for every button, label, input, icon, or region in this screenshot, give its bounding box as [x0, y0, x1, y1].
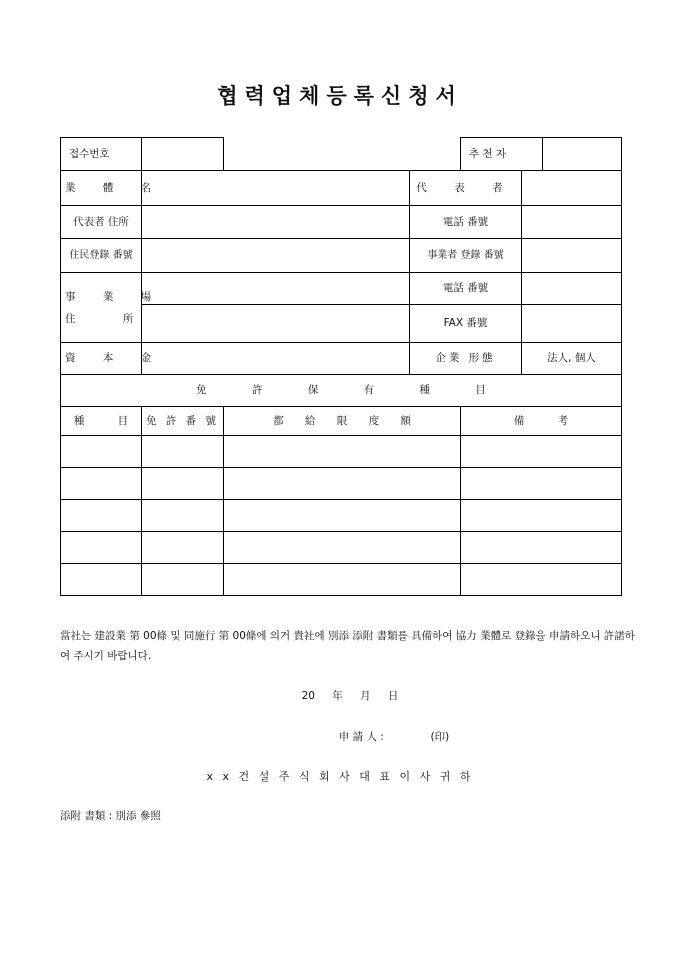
license-header-type: 種 目 [61, 407, 142, 436]
receipt-no-field[interactable] [142, 138, 224, 171]
document-title: 협력업체등록신청서 [217, 83, 463, 108]
license-type-cell[interactable] [61, 532, 142, 564]
row-company-name [61, 171, 622, 206]
workplace-address-field-2[interactable] [142, 305, 410, 343]
license-limit-cell[interactable] [224, 532, 461, 564]
row-workplace-1 [61, 273, 622, 305]
phone-field[interactable] [522, 206, 622, 239]
addressee-line: x x 건 설 주 식 회 사 대 표 이 사 귀 하 [206, 770, 474, 783]
resident-reg-field[interactable] [142, 239, 410, 273]
receipt-no-label: 접수번호 [61, 138, 142, 171]
workplace-address-field[interactable] [142, 273, 410, 305]
workplace-label [61, 273, 164, 343]
license-header-limit: 都 給 限 度 額 [224, 407, 461, 436]
license-remarks-cell[interactable] [461, 436, 622, 468]
license-number-cell[interactable] [142, 532, 224, 564]
rep-address-field[interactable] [142, 206, 410, 239]
license-limit-cell[interactable] [224, 436, 461, 468]
workplace-label-line-1: 事 業 場 [65, 290, 164, 303]
table-row [61, 564, 622, 596]
license-type-cell[interactable] [61, 468, 142, 500]
license-number-cell[interactable] [142, 500, 224, 532]
license-limit-cell[interactable] [224, 564, 461, 596]
blank-area [224, 138, 461, 171]
rep-address-label: 代表者 住所 [61, 206, 142, 239]
license-type-cell[interactable] [61, 436, 142, 468]
representative-field[interactable] [522, 171, 622, 206]
license-header-number: 免 許 番 號 [142, 407, 224, 436]
license-number-cell[interactable] [142, 564, 224, 596]
license-header-row [61, 407, 622, 436]
license-remarks-cell[interactable] [461, 500, 622, 532]
license-remarks-cell[interactable] [461, 532, 622, 564]
recommender-label: 추 천 자 [461, 138, 543, 171]
row-capital [61, 343, 622, 375]
capital-field[interactable] [142, 343, 410, 375]
applicant-line [0, 729, 680, 744]
row-rep-address [61, 206, 622, 239]
license-header-remarks: 備 考 [461, 407, 622, 436]
fax-field[interactable] [522, 305, 622, 343]
license-remarks-cell[interactable] [461, 468, 622, 500]
business-reg-field[interactable] [522, 239, 622, 273]
phone-label: 電話 番號 [410, 206, 522, 239]
workplace-phone-label: 電話 番號 [410, 273, 522, 305]
company-type-label: 企業 形態 [410, 343, 522, 375]
applicant-label: 申 請 人 : [338, 731, 384, 743]
capital-label: 資 本 金 [61, 343, 142, 375]
license-remarks-cell[interactable] [461, 564, 622, 596]
fax-label: FAX 番號 [410, 305, 522, 343]
date-line: 20 年 月 日 [301, 690, 399, 702]
seal-mark: (印) [430, 731, 450, 743]
row-license-title [61, 375, 622, 407]
license-type-cell[interactable] [61, 564, 142, 596]
business-reg-label: 事業者 登錄 番號 [410, 239, 522, 273]
table-row [61, 436, 622, 468]
statement-paragraph: 當社는 建設業 第 00條 및 同施行 第 00條에 의거 貴社에 別添 添附 書類를 具備하여 協力 業體로 登錄을 申請하오니 許諾하여 주시기 바랍니다. [60, 630, 635, 662]
company-name-field[interactable] [142, 171, 410, 206]
license-type-cell[interactable] [61, 500, 142, 532]
license-limit-cell[interactable] [224, 500, 461, 532]
table-row [61, 468, 622, 500]
row-registration [61, 239, 622, 273]
license-limit-cell[interactable] [224, 468, 461, 500]
attachment-note: 添附 書類 : 別添 參照 [60, 810, 161, 822]
license-section-title: 免 許 保 有 種 目 [61, 375, 622, 407]
row-receipt [61, 138, 622, 171]
license-number-cell[interactable] [142, 436, 224, 468]
company-type-value: 法人, 個人 [522, 343, 622, 375]
table-row [61, 500, 622, 532]
registration-form-table [60, 137, 622, 596]
table-row [61, 532, 622, 564]
recommender-field[interactable] [543, 138, 622, 171]
workplace-label-line-2: 住 所 [65, 312, 156, 325]
company-name-label: 業 體 名 [61, 171, 142, 206]
representative-label: 代 表 者 [410, 171, 522, 206]
resident-reg-label: 住民登錄 番號 [61, 239, 142, 273]
workplace-phone-field[interactable] [522, 273, 622, 305]
license-number-cell[interactable] [142, 468, 224, 500]
